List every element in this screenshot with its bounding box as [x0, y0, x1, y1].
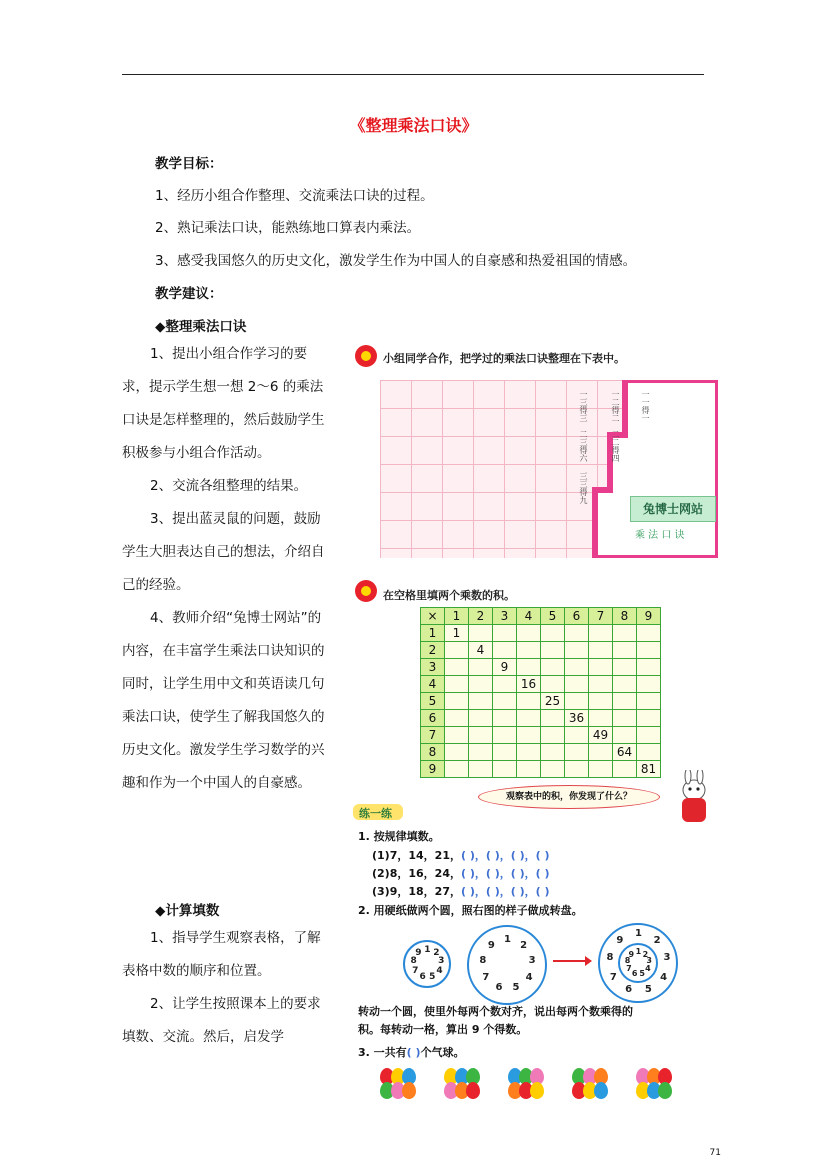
wheel-number: 4 — [660, 971, 668, 983]
blank-cell — [469, 761, 493, 778]
blank-cell — [613, 693, 637, 710]
header-cell: 9 — [637, 608, 661, 625]
q2-text: 2. 用硬纸做两个圆，照右图的样子做成转盘。 — [358, 904, 583, 917]
blank-cell — [469, 727, 493, 744]
blank-cell — [613, 625, 637, 642]
goal-2: 2、熟记乘法口诀，能熟练地口算表内乘法。 — [155, 220, 421, 236]
blank-cell — [493, 625, 517, 642]
blank-cell — [589, 710, 613, 727]
task2-text: 在空格里填两个乘数的积。 — [383, 589, 515, 602]
blank-cell — [613, 676, 637, 693]
blank-cell — [445, 744, 469, 761]
header-cell: 7 — [589, 608, 613, 625]
wheel-number: 2 — [433, 947, 440, 958]
blank-cell — [541, 744, 565, 761]
page-number: 71 — [709, 1148, 721, 1158]
row-header-cell: 5 — [421, 693, 445, 710]
blank-cell — [469, 659, 493, 676]
row-header-cell: 8 — [421, 744, 445, 761]
q1-seq-2: (2)8，16，24， — [372, 867, 461, 880]
header-cell: 3 — [493, 608, 517, 625]
blank-cell — [613, 659, 637, 676]
wheel-number: 1 — [504, 934, 511, 945]
wheel-number: 6 — [419, 971, 426, 982]
wheel-number: 9 — [616, 934, 624, 946]
blank-cell — [589, 744, 613, 761]
table-header-row — [421, 608, 661, 625]
wheel-number: 5 — [512, 982, 520, 994]
table-row — [421, 710, 661, 727]
speech-bubble: 观察表中的积，你发现了什么？ — [478, 785, 660, 809]
table-row — [421, 693, 661, 710]
balloon-icon — [466, 1082, 480, 1099]
q1-blanks-2: ( )，( )，( )，( ) — [460, 867, 550, 880]
blank-cell — [541, 625, 565, 642]
wheel-number: 7 — [626, 963, 632, 973]
q3-suffix: 个气球。 — [420, 1046, 465, 1059]
wheel-number: 3 — [646, 956, 652, 966]
large-wheel — [467, 925, 547, 1005]
diagonal-cell: 81 — [637, 761, 661, 778]
balloon-groups — [380, 1068, 720, 1128]
blank-cell — [445, 659, 469, 676]
blank-cell — [613, 642, 637, 659]
blank-cell — [469, 693, 493, 710]
wheel-number: 9 — [487, 939, 495, 951]
wheel-number: 9 — [628, 949, 635, 959]
blank-cell — [565, 642, 589, 659]
row-header-cell: 1 — [421, 625, 445, 642]
chant-cell-5: 二三得六 — [579, 430, 588, 462]
rosette-icon-2 — [355, 580, 377, 606]
row-header-cell: 4 — [421, 676, 445, 693]
wheel-number: 4 — [436, 965, 443, 976]
arrow-head-icon — [585, 956, 592, 966]
header-cell: 4 — [517, 608, 541, 625]
section1-para-2: 2、交流各组整理的结果。 — [150, 478, 308, 494]
balloon-icon — [530, 1082, 544, 1099]
section2-body — [122, 922, 327, 1054]
row-header-cell: 3 — [421, 659, 445, 676]
chant-cell-6: 三三得九 — [579, 472, 588, 504]
table-row — [421, 676, 661, 693]
blank-cell — [637, 642, 661, 659]
wheel-number: 3 — [528, 954, 536, 966]
wheel-number: 3 — [438, 956, 445, 967]
practice-banner — [345, 798, 405, 822]
row-header-cell: 6 — [421, 710, 445, 727]
wheel-number: 3 — [663, 951, 671, 963]
website-sub: 乘 法 口 诀 — [635, 530, 685, 541]
q1-seq-3: (3)9，18，27， — [372, 885, 461, 898]
q3-prefix: 3. 一共有 — [358, 1046, 407, 1059]
blank-cell — [613, 710, 637, 727]
wheel-number: 8 — [479, 954, 487, 966]
header-cell: 2 — [469, 608, 493, 625]
q1-blanks-3: ( )，( )，( )，( ) — [460, 885, 550, 898]
diagonal-cell: 16 — [517, 676, 541, 693]
blank-cell — [589, 676, 613, 693]
diagonal-cell: 4 — [469, 642, 493, 659]
arrow-icon — [553, 960, 589, 962]
wheel-number: 8 — [624, 956, 631, 966]
wheel-number: 9 — [415, 947, 422, 958]
chant-cell-4: 一三得三 — [579, 390, 588, 422]
diagonal-cell: 49 — [589, 727, 613, 744]
wheel-number: 1 — [635, 928, 642, 939]
balloon-icon — [658, 1082, 672, 1099]
goal-3: 3、感受我国悠久的历史文化，激发学生作为中国人的自豪感和热爱祖国的情感。 — [155, 253, 637, 269]
blank-cell — [469, 676, 493, 693]
blank-cell — [565, 761, 589, 778]
section1-para-1: 1、提出小组合作学习的要求，提示学生想一想 2～6 的乘法口诀是怎样整理的，然后鼓励学生积极参与小组合作活动。 — [122, 346, 325, 461]
blank-cell — [517, 761, 541, 778]
table-row — [421, 642, 661, 659]
blank-cell — [517, 642, 541, 659]
blank-cell — [517, 710, 541, 727]
wheel-number: 4 — [525, 971, 533, 983]
section1-para-3: 3、提出蓝灵鼠的问题，鼓励学生大胆表达自己的想法，介绍自己的经验。 — [122, 511, 325, 593]
blank-cell — [589, 642, 613, 659]
table-row — [421, 761, 661, 778]
suggest-heading: 教学建议： — [155, 286, 223, 302]
blank-cell — [493, 727, 517, 744]
wheel-number: 8 — [410, 956, 417, 967]
blank-cell — [445, 710, 469, 727]
blank-cell — [565, 659, 589, 676]
chant-grid — [380, 380, 718, 558]
wheel-number: 6 — [495, 982, 503, 994]
chant-cell-2: 一二得二 — [611, 390, 620, 422]
q2-desc-2: 积。每转动一格，算出 9 个得数。 — [358, 1023, 528, 1036]
q3-line — [358, 1044, 465, 1062]
wheel-number: 6 — [631, 968, 638, 978]
blank-cell — [565, 727, 589, 744]
section2-heading: ◆计算填数 — [155, 903, 220, 919]
section2-para-2: 2、让学生按照课本上的要求填数、交流。然后，启发学 — [122, 996, 321, 1045]
table-row — [421, 659, 661, 676]
section1-heading: ◆整理乘法口诀 — [155, 319, 247, 335]
wheel-number: 7 — [412, 965, 419, 976]
header-rule — [122, 74, 704, 75]
q1-line-2 — [372, 865, 550, 883]
table-row — [421, 744, 661, 761]
table-row — [421, 727, 661, 744]
diagonal-cell: 1 — [445, 625, 469, 642]
blank-cell — [517, 744, 541, 761]
wheel-number: 5 — [639, 968, 645, 978]
blank-cell — [493, 676, 517, 693]
wheel-number: 2 — [653, 934, 661, 946]
small-wheel — [403, 940, 451, 988]
task1-text: 小组同学合作，把学过的乘法口诀整理在下表中。 — [383, 352, 625, 365]
chant-cell-3: 二二得四 — [611, 430, 620, 462]
wheel-number: 5 — [644, 984, 652, 996]
website-title: 兔博士网站 — [630, 496, 716, 522]
chant-cell-1: 一一得一 — [641, 390, 650, 422]
header-cell: 1 — [445, 608, 469, 625]
header-cell: 8 — [613, 608, 637, 625]
row-header-cell: 7 — [421, 727, 445, 744]
q3-blank: ( ) — [406, 1046, 421, 1059]
q1-blanks-1: ( )，( )，( )，( ) — [460, 849, 550, 862]
blank-cell — [589, 693, 613, 710]
blank-cell — [565, 676, 589, 693]
blank-cell — [565, 625, 589, 642]
blank-cell — [637, 710, 661, 727]
q1-line-3 — [372, 883, 550, 901]
section1-body — [122, 338, 327, 800]
blank-cell — [565, 693, 589, 710]
header-cell: 5 — [541, 608, 565, 625]
wheel-number: 1 — [424, 944, 431, 955]
blank-cell — [637, 676, 661, 693]
blank-cell — [517, 727, 541, 744]
header-cell: 6 — [565, 608, 589, 625]
blank-cell — [541, 642, 565, 659]
q1-seq-1: (1)7，14，21， — [372, 849, 461, 862]
blank-cell — [445, 693, 469, 710]
blank-cell — [589, 761, 613, 778]
diagonal-cell: 9 — [493, 659, 517, 676]
blank-cell — [637, 625, 661, 642]
wheel-number: 1 — [635, 947, 642, 957]
wheel-number: 7 — [482, 971, 490, 983]
row-header-cell: 9 — [421, 761, 445, 778]
q1-text: 1. 按规律填数。 — [358, 830, 440, 843]
diagonal-cell: 64 — [613, 744, 637, 761]
rosette-icon — [355, 345, 377, 371]
blank-cell — [445, 761, 469, 778]
blank-cell — [493, 710, 517, 727]
table-row — [421, 625, 661, 642]
q1-line-1 — [372, 847, 550, 865]
blank-cell — [493, 693, 517, 710]
wheel-number: 5 — [429, 971, 436, 982]
blank-cell — [565, 744, 589, 761]
blank-cell — [517, 693, 541, 710]
blank-cell — [637, 693, 661, 710]
blank-cell — [445, 676, 469, 693]
blank-cell — [493, 761, 517, 778]
page-title: 《整理乘法口诀》 — [349, 116, 478, 135]
blank-cell — [637, 727, 661, 744]
balloon-icon — [594, 1082, 608, 1099]
wheel-number: 7 — [609, 971, 617, 983]
balloon-icon — [402, 1082, 416, 1099]
blank-cell — [613, 727, 637, 744]
q2-desc-1: 转动一个圆，使里外每两个数对齐，说出每两个数乘得的 — [358, 1005, 633, 1018]
blank-cell — [541, 659, 565, 676]
multiplication-table — [420, 607, 661, 778]
wheel-number: 8 — [606, 951, 614, 963]
wheel-number: 2 — [520, 939, 528, 951]
row-header-cell: 2 — [421, 642, 445, 659]
header-cell: × — [421, 608, 445, 625]
blank-cell — [541, 710, 565, 727]
wheel-number: 4 — [645, 963, 651, 973]
diagonal-cell: 36 — [565, 710, 589, 727]
wheel-number: 2 — [642, 949, 649, 959]
blank-cell — [541, 727, 565, 744]
blank-cell — [469, 625, 493, 642]
blank-cell — [637, 744, 661, 761]
rabbit-doctor-icon — [672, 770, 716, 826]
blank-cell — [541, 676, 565, 693]
practice-label: 练一练 — [359, 807, 392, 820]
blank-cell — [469, 744, 493, 761]
goals-heading: 教学目标： — [155, 156, 223, 172]
combined-inner-wheel — [618, 943, 658, 983]
blank-cell — [445, 727, 469, 744]
blank-cell — [493, 642, 517, 659]
goal-1: 1、经历小组合作整理、交流乘法口诀的过程。 — [155, 188, 434, 204]
blank-cell — [589, 659, 613, 676]
diagonal-cell: 25 — [541, 693, 565, 710]
blank-cell — [541, 761, 565, 778]
blank-cell — [613, 761, 637, 778]
blank-cell — [469, 710, 493, 727]
blank-cell — [517, 625, 541, 642]
blank-cell — [589, 625, 613, 642]
blank-cell — [493, 744, 517, 761]
section2-para-1: 1、指导学生观察表格，了解表格中数的顺序和位置。 — [122, 930, 321, 979]
blank-cell — [445, 642, 469, 659]
blank-cell — [637, 659, 661, 676]
section1-para-4: 4、教师介绍“兔博士网站”的内容，在丰富学生乘法口诀知识的同时，让学生用中文和英语读几句乘法口诀，使学生了解我国悠久的历史文化。激发学生学习数学的兴趣和作为一个中国人的自豪感。 — [122, 610, 325, 791]
blank-cell — [517, 659, 541, 676]
wheel-number: 6 — [625, 984, 633, 996]
